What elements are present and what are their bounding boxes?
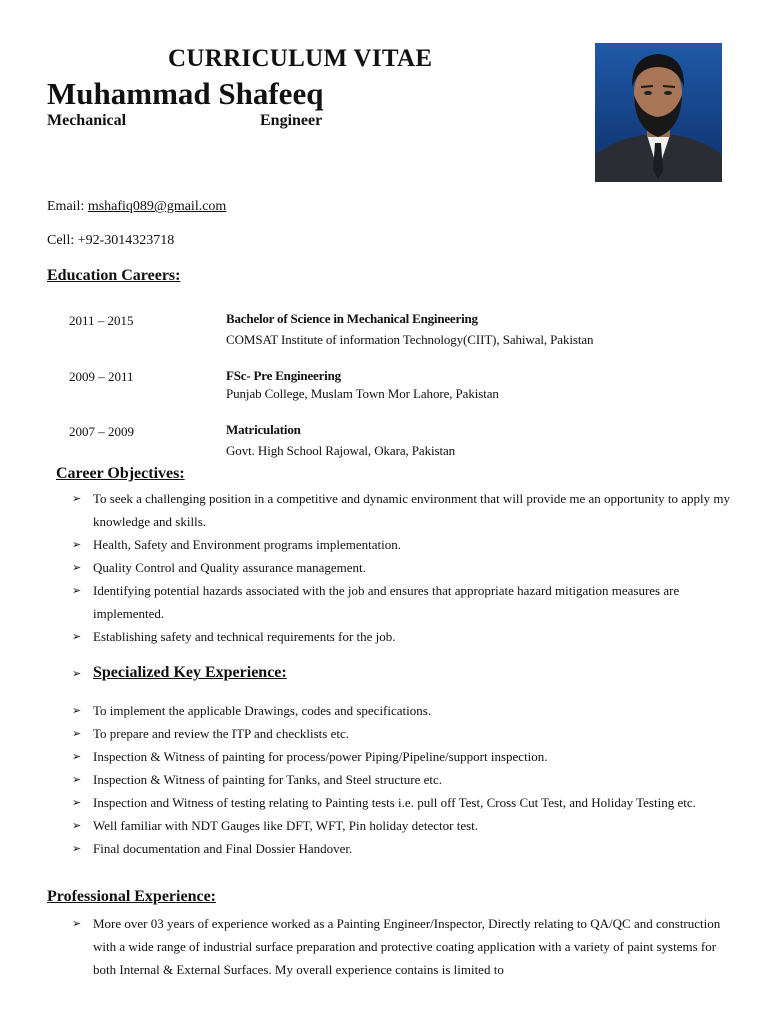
- education-degree: Matriculation: [226, 422, 301, 437]
- education-degree: Bachelor of Science in Mechanical Engineering: [226, 311, 478, 326]
- objectives-list: [72, 487, 732, 648]
- list-item: ➢ Inspection & Witness of painting for Tanks, and Steel structure etc.: [72, 768, 732, 791]
- list-item: ➢ More over 03 years of experience worked as a Painting Engineer/Inspector, Directly relating to QA/QC and construction with a wide range of industrial surface preparation and protective coating application with a variety of paint systems for both Internal & External Surfaces. My overall experience contains is limited to: [72, 912, 722, 981]
- list-item: ➢ Identifying potential hazards associated with the job and ensures that appropriate hazard mitigation measures are implemented.: [72, 579, 732, 625]
- list-item: ➢ Well familiar with NDT Gauges like DFT, WFT, Pin holiday detector test.: [72, 814, 732, 837]
- key-experience-list: [72, 699, 732, 860]
- education-heading: Education Careers:: [47, 267, 181, 284]
- arrowhead-bullet-icon: ➢: [72, 667, 82, 680]
- list-item: ➢ Inspection & Witness of painting for process/power Piping/Pipeline/support inspection.: [72, 745, 732, 768]
- education-years: 2011 – 2015: [69, 313, 134, 328]
- list-item: ➢ Health, Safety and Environment programs implementation.: [72, 533, 732, 556]
- list-item: ➢ Quality Control and Quality assurance management.: [72, 556, 732, 579]
- list-item: ➢ To implement the applicable Drawings, codes and specifications.: [72, 699, 732, 722]
- email-line: [47, 199, 226, 215]
- education-degree: FSc- Pre Engineering: [226, 368, 341, 383]
- education-institution: Punjab College, Muslam Town Mor Lahore, Pakistan: [226, 386, 499, 401]
- profession-word-1: Mechanical: [47, 112, 127, 129]
- key-experience-heading-text: Specialized Key Experience:: [93, 664, 287, 681]
- list-item: ➢ To seek a challenging position in a competitive and dynamic environment that will provide me an opportunity to apply my knowledge and skills.: [72, 487, 732, 533]
- cell-number: +92-3014323718: [77, 233, 175, 248]
- list-item: ➢ Inspection and Witness of testing relating to Painting tests i.e. pull off Test, Cross Cut Test, and Holiday Testing etc.: [72, 791, 732, 814]
- education-years: 2007 – 2009: [69, 424, 134, 439]
- document-title: CURRICULUM VITAE: [168, 45, 433, 72]
- education-years: 2009 – 2011: [69, 369, 134, 384]
- list-item: ➢ To prepare and review the ITP and checklists etc.: [72, 722, 732, 745]
- education-institution: Govt. High School Rajowal, Okara, Pakistan: [226, 443, 456, 458]
- list-item: ➢ Establishing safety and technical requirements for the job.: [72, 625, 732, 648]
- email-link[interactable]: mshafiq089@gmail.com: [87, 199, 227, 214]
- professional-list: [72, 912, 722, 981]
- profile-photo: [595, 43, 722, 182]
- candidate-name: Muhammad Shafeeq: [47, 76, 324, 111]
- email-label: Email:: [47, 199, 88, 214]
- objectives-heading: Career Objectives:: [56, 465, 185, 482]
- key-experience-heading: [72, 664, 287, 682]
- cell-line: [47, 233, 174, 249]
- professional-heading: Professional Experience:: [47, 888, 217, 905]
- profession-word-2: Engineer: [260, 112, 323, 129]
- cell-label: Cell:: [47, 233, 78, 248]
- list-item: ➢ Final documentation and Final Dossier Handover.: [72, 837, 732, 860]
- education-institution: COMSAT Institute of information Technology(CIIT), Sahiwal, Pakistan: [226, 332, 594, 347]
